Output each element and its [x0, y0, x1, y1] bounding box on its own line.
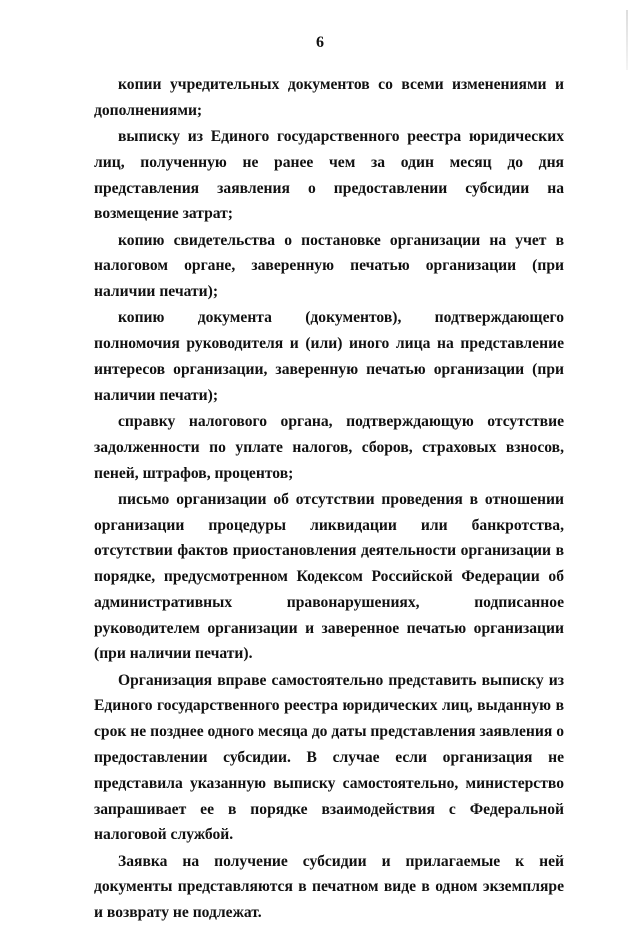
paragraph-tax-certificate: справку налогового органа, подтверждающую отсутствие задолженности по уплате налогов, сборов, страховых взносов, пеней, штрафов, процентов; — [94, 412, 564, 482]
paragraph-organization-letter: письмо организации об отсутствии проведения в отношении организации процедуры ликвидации или банкротства, отсутствии фактов приостановления деятельности организации в порядке, предусмотренном Кодексом Российской Федерации об административных правонарушениях, подписанное руководителем организации и заверенное печатью организации (при наличии печати). — [94, 490, 564, 663]
document-body — [94, 72, 564, 926]
paragraph-registry-extract: выписку из Единого государственного реестра юридических лиц, полученную не ранее чем за один месяц до дня представления заявления о предоставлении субсидии на возмещение затрат; — [94, 127, 564, 223]
paragraph-application-format: Заявка на получение субсидии и прилагаемые к ней документы представляются в печатном виде в одном экземпляре и возврату не подлежат. — [94, 852, 564, 922]
paragraph-authority-documents: копию документа (документов), подтверждающего полномочия руководителя и (или) иного лица на представление интересов организации, заверенную печатью организации (при наличии печати); — [94, 309, 564, 404]
paragraph-tax-registration: копию свидетельства о постановке организации на учет в налоговом органе, заверенную печатью организации (при наличии печати); — [94, 231, 564, 301]
paragraph-registry-right: Организация вправе самостоятельно представить выписку из Единого государственного реестра юридических лиц, выданную в срок не позднее одного месяца до даты представления заявления о предоставлении субсидии. В случае если организация не представила указанную выписку самостоятельно, министерство запрашивает ее в порядке взаимодействия с Федеральной налоговой службой. — [94, 671, 564, 844]
paragraph-constituent-documents: копии учредительных документов со всеми изменениями и дополнениями; — [94, 76, 564, 119]
page-number: 6 — [316, 34, 324, 51]
